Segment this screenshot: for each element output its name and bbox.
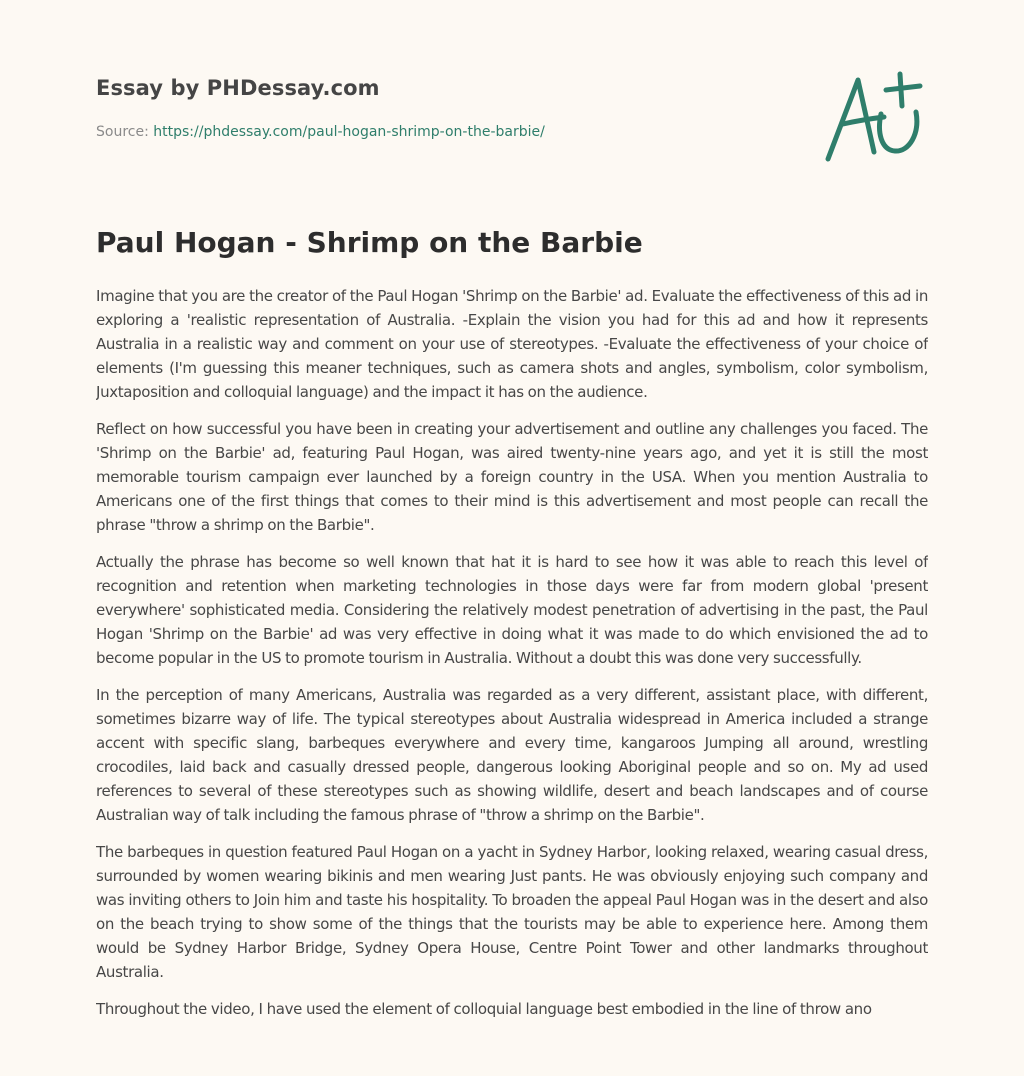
essay-paragraph: In the perception of many Americans, Australia was regarded as a very different, assistant place, with different, sometimes bizarre way of life. The typical stereotypes about Australia widespread in America included a strange accent with specific slang, barbeques everywhere and every time, kangaroos Jumping all around, wrestling crocodiles, laid back and casually dressed people, dangerous looking Aboriginal people and so on. My ad used references to several of these stereotypes such as showing wildlife, desert and beach landscapes and of course Australian way of talk including the famous phrase of "throw a shrimp on the Barbie".: [96, 686, 928, 824]
essay-body: [96, 284, 928, 1064]
source-label: Source:: [96, 124, 149, 140]
a-plus-grade-icon: [824, 66, 928, 166]
essay-paragraph: Throughout the video, I have used the element of colloquial language best embodied in the line of throw ano: [96, 1000, 872, 1018]
essay-paragraph: Imagine that you are the creator of the Paul Hogan 'Shrimp on the Barbie' ad. Evaluate the effectiveness of this ad in exploring a 'realistic representation of Australia. -Explain the vision you had for this ad and how it represents Australia in a realistic way and comment on your use of stereotypes. -Evaluate the effectiveness of your choice of elements (I'm guessing this meaner techniques, such as camera shots and angles, symbolism, color symbolism, Juxtaposition and colloquial language) and the impact it has on the audience.: [96, 287, 928, 401]
essay-page: [96, 0, 928, 1076]
site-title: Essay by PHDessay.com: [96, 76, 380, 100]
essay-paragraph: Reflect on how successful you have been in creating your advertisement and outline any challenges you faced. The 'Shrimp on the Barbie' ad, featuring Paul Hogan, was aired twenty-nine years ago, and yet it is still the most memorable tourism campaign ever launched by a foreign country in the USA. When you mention Australia to Americans one of the first things that comes to their mind is this advertisement and most people can recall the phrase "throw a shrimp on the Barbie".: [96, 420, 928, 534]
essay-title: Paul Hogan - Shrimp on the Barbie: [96, 226, 643, 259]
source-link[interactable]: https://phdessay.com/paul-hogan-shrimp-on-the-barbie/: [153, 124, 545, 140]
essay-paragraph: The barbeques in question featured Paul Hogan on a yacht in Sydney Harbor, looking relaxed, wearing casual dress, surrounded by women wearing bikinis and men wearing Just pants. He was obviously enjoying such company and was inviting others to Join him and taste his hospitality. To broaden the appeal Paul Hogan was in the desert and also on the beach trying to show some of the things that the tourists may be able to experience here. Among them would be Sydney Harbor Bridge, Sydney Opera House, Centre Point Tower and other landmarks throughout Australia.: [96, 843, 928, 981]
essay-paragraph: Actually the phrase has become so well known that hat it is hard to see how it was able to reach this level of recognition and retention when marketing technologies in those days were far from modern global 'present everywhere' sophisticated media. Considering the relatively modest penetration of advertising in the past, the Paul Hogan 'Shrimp on the Barbie' ad was very effective in doing what it was made to do which envisioned the ad to become popular in the US to promote tourism in Australia. Without a doubt this was done very successfully.: [96, 553, 928, 667]
source-line: [96, 124, 545, 140]
